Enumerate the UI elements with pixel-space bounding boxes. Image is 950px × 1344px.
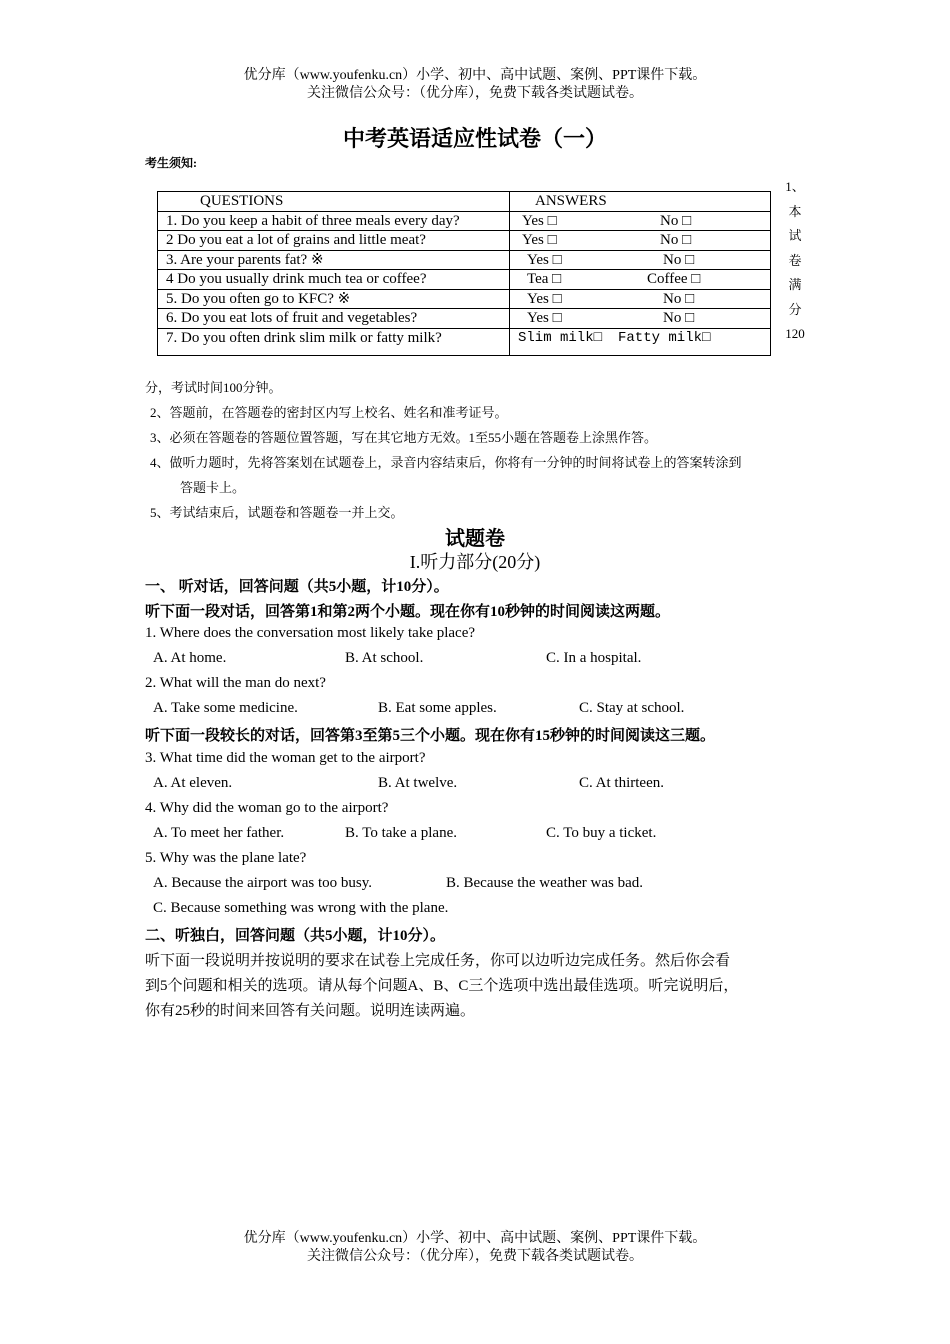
q4-option-b[interactable]: B. To take a plane.	[345, 825, 457, 841]
answer-cell	[510, 250, 771, 270]
table-row	[158, 270, 771, 290]
question-cell: 4 Do you usually drink much tea or coffee?	[158, 270, 510, 290]
question-2: 2. What will the man do next?	[145, 675, 326, 691]
answer-option-1[interactable]: Yes □	[527, 310, 562, 326]
section-1-instruction-2: 听下面一段较长的对话，回答第3至第5三个小题。现在你有15秒钟的时间阅读这三题。	[145, 728, 716, 744]
header-line-1: 优分库（www.youfenku.cn）小学、初中、高中试题、案例、PPT课件下载。	[243, 68, 707, 83]
question-cell: 5. Do you often go to KFC? ※	[158, 289, 510, 309]
question-cell: 7. Do you often drink slim milk or fatty milk?	[158, 328, 510, 355]
q2-option-c[interactable]: C. Stay at school.	[579, 700, 685, 716]
paper-title: 试题卷	[445, 528, 505, 550]
answer-option-2[interactable]: No □	[660, 212, 692, 229]
answer-cell	[510, 211, 771, 231]
table-row	[158, 250, 771, 270]
note-1-continued: 分，考试时间100分钟。	[145, 380, 282, 395]
question-cell: 6. Do you eat lots of fruit and vegetables?	[158, 309, 510, 329]
answer-option-1[interactable]: Yes □	[522, 212, 557, 229]
q3-option-b[interactable]: B. At twelve.	[378, 775, 458, 791]
q2-option-a[interactable]: A. Take some medicine.	[153, 700, 298, 716]
q1-option-a[interactable]: A. At home.	[153, 650, 227, 666]
answer-option-2[interactable]: Coffee □	[647, 271, 701, 287]
section-1-instruction-1: 听下面一段对话，回答第1和第2两个小题。现在你有10秒钟的时间阅读这两题。	[145, 604, 671, 620]
table-row	[158, 309, 771, 329]
survey-table	[157, 191, 771, 356]
q4-option-a[interactable]: A. To meet her father.	[153, 825, 285, 841]
section-2-paragraph-line-2: 到5个问题和相关的选项。请从每个问题A、B、C三个选项中选出最佳选项。听完说明后，	[145, 978, 739, 994]
table-row	[158, 328, 771, 355]
vertical-note: 1、本试卷满分120	[785, 179, 805, 341]
answer-option-2[interactable]: No □	[660, 232, 692, 248]
note-4: 4、做听力题时，先将答案划在试题卷上，录音内容结束后，你将有一分钟的时间将试卷上的答案转涂到	[150, 455, 742, 470]
table-row	[158, 231, 771, 251]
answer-option-2[interactable]: Fatty milk□	[618, 329, 711, 346]
notice-label: 考生须知:	[145, 156, 197, 170]
q3-option-a[interactable]: A. At eleven.	[153, 775, 233, 791]
table-header-row	[158, 192, 771, 212]
question-3: 3. What time did the woman get to the airport?	[145, 750, 426, 766]
answer-cell	[510, 328, 771, 355]
q1-option-c[interactable]: C. In a hospital.	[546, 650, 642, 666]
q4-option-c[interactable]: C. To buy a ticket.	[546, 825, 657, 841]
q2-option-b[interactable]: B. Eat some apples.	[378, 700, 497, 716]
question-cell: 3. Are your parents fat? ※	[158, 250, 510, 270]
answer-option-2[interactable]: No □	[663, 310, 695, 326]
answer-option-1[interactable]: Tea □	[527, 271, 562, 287]
note-5: 5、考试结束后，试题卷和答题卷一并上交。	[150, 505, 404, 520]
header-questions: QUESTIONS	[158, 192, 510, 212]
question-5: 5. Why was the plane late?	[145, 850, 307, 866]
section-1-heading: 一、 听对话，回答问题（共5小题，计10分）。	[145, 579, 449, 595]
question-cell: 1. Do you keep a habit of three meals every day?	[158, 211, 510, 231]
question-cell: 2 Do you eat a lot of grains and little meat?	[158, 231, 510, 251]
part-1-title: I.听力部分(20分)	[409, 552, 541, 572]
answer-cell	[510, 289, 771, 309]
question-4: 4. Why did the woman go to the airport?	[145, 800, 389, 816]
section-2-heading: 二、听独白，回答问题（共5小题，计10分）。	[145, 928, 446, 944]
note-4-continued: 答题卡上。	[180, 480, 246, 495]
answer-option-1[interactable]: Yes □	[527, 251, 562, 268]
q3-option-c[interactable]: C. At thirteen.	[579, 775, 664, 791]
table-row	[158, 289, 771, 309]
section-2-paragraph-line-1: 听下面一段说明并按说明的要求在试卷上完成任务，你可以边听边完成任务。然后你会看	[145, 953, 731, 969]
note-3: 3、必须在答题卷的答题位置答题，写在其它地方无效。1至55小题在答题卷上涂黑作答。	[150, 430, 658, 445]
answer-option-1[interactable]: Yes □	[527, 290, 562, 307]
q5-option-c[interactable]: C. Because something was wrong with the plane.	[153, 900, 449, 916]
answer-cell	[510, 309, 771, 329]
table-row	[158, 211, 771, 231]
page-title: 中考英语适应性试卷（一）	[342, 126, 607, 151]
q1-option-b[interactable]: B. At school.	[345, 650, 424, 666]
footer-line-1: 优分库（www.youfenku.cn）小学、初中、高中试题、案例、PPT课件下载。	[243, 1231, 707, 1246]
note-2: 2、答题前，在答题卷的密封区内写上校名、姓名和准考证号。	[150, 405, 508, 420]
answer-option-2[interactable]: No □	[663, 251, 695, 268]
answer-option-1[interactable]: Slim milk□	[518, 329, 603, 346]
answer-cell	[510, 270, 771, 290]
q5-option-a[interactable]: A. Because the airport was too busy.	[153, 875, 372, 891]
answer-cell	[510, 231, 771, 251]
answer-option-2[interactable]: No □	[663, 290, 695, 307]
q5-option-b[interactable]: B. Because the weather was bad.	[446, 875, 644, 891]
header-line-2: 关注微信公众号：（优分库），免费下载各类试题试卷。	[307, 86, 643, 101]
question-1: 1. Where does the conversation most likely take place?	[145, 625, 476, 641]
footer-line-2: 关注微信公众号：（优分库），免费下载各类试题试卷。	[307, 1249, 643, 1264]
answer-option-1[interactable]: Yes □	[522, 232, 557, 248]
header-answers: ANSWERS	[510, 192, 771, 212]
section-2-paragraph-line-3: 你有25秒的时间来回答有关问题。说明连读两遍。	[145, 1003, 476, 1019]
